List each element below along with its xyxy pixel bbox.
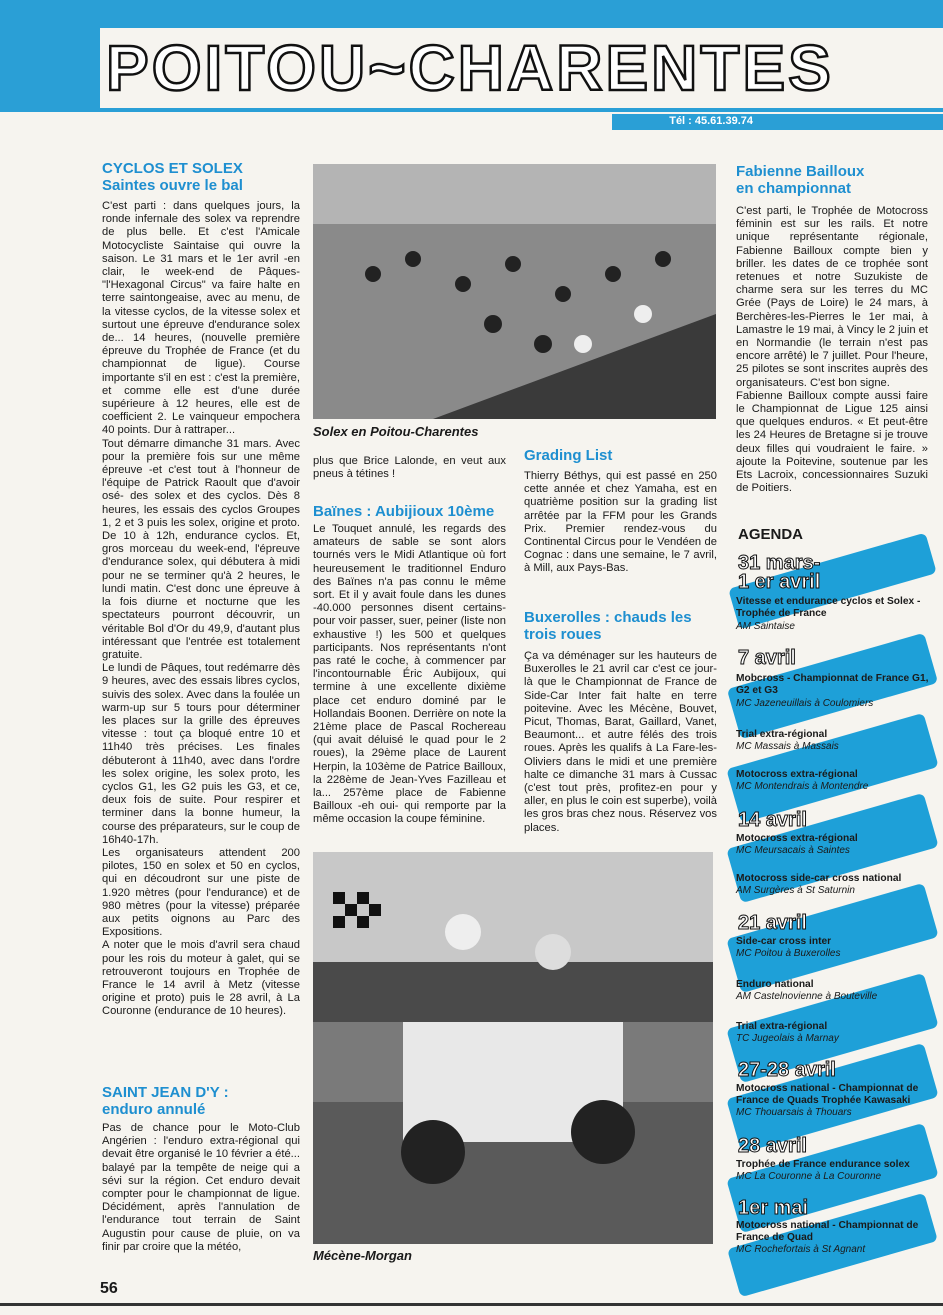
article-grading xyxy=(524,470,717,576)
agenda-event: Trial extra-régional xyxy=(736,1021,828,1032)
agenda-date: 1 er avril xyxy=(738,571,821,593)
agenda-location: MC Poitou à Buxerolles xyxy=(736,948,841,959)
phone-band xyxy=(612,114,943,130)
sidecar-illustration xyxy=(313,852,713,1244)
paragraph: C'est parti, le Trophée de Motocross féminin est sur les rails. Et notre unique représentante régionale, Fabienne Bailloux compte bien y briller. les dates de ce trophée sont retenues et notre Suzukiste de charme sera sur les terres du MC Grée (Pays de Loire) le 24 mars, à Berchères-les-Pierres le 1er mai, à Lamastre le 19 mai, à Vincy le 2 juin et en Normandie (le terrain n'est pas encore arrêté) le 7 juillet. Pour l'heure, 25 pilotes se sont inscrites auprès des organisateurs. C'est bon signe. xyxy=(736,205,928,389)
agenda-date: 7 avril xyxy=(738,647,796,669)
paragraph: Le lundi de Pâques, tout redémarre dès 9 heures, avec des essais libres cyclos, suivis des solex. Avec dans la foulée un warm-up sur 5 tours pour déterminer les places sur la grille des épreuves vitesse : tout ça bloqué entre 10 et 11h40 très précises. Les finales débuteront à 11h40, avec dans l'ordre les solex origine, les solex proto, les cyclos G1, les G2 puis les G3, et ce, deux fois de suite. Pour respirer et terminer dans la bonne humeur, la course des préparateurs, sur le coup de 16h40-17h. xyxy=(102,662,300,846)
phone-number: Tél : 45.61.39.74 xyxy=(669,115,753,127)
agenda-location: MC La Couronne à La Couronne xyxy=(736,1171,882,1182)
heading-fabienne: Fabienne Bailloux en championnat xyxy=(736,163,865,197)
heading-cyclos: CYCLOS ET SOLEX Saintes ouvre le bal xyxy=(102,160,243,194)
agenda-location: MC Meursacais à Saintes xyxy=(736,845,850,856)
page-number: 56 xyxy=(100,1280,118,1297)
heading-grading: Grading List xyxy=(524,447,613,464)
article-buxerolles xyxy=(524,650,717,835)
agenda-title: AGENDA xyxy=(738,526,804,543)
article-cyclos xyxy=(102,200,300,1019)
paragraph: Fabienne Bailloux compte aussi faire le Championnat de Ligue 125 ainsi que quelques enduros. « Et peut-être les 24 Heures de Bretagne si je trouve deux filles qui voudraient le faire. » ajoute la Poitevine, soutenue par les Ets Lacroix, concessionnaires Suzuki de Poitiers. xyxy=(736,389,928,495)
agenda-event: Mobcross - Championnat de France G1, G2 et G3 xyxy=(736,673,929,696)
paragraph: Le Touquet annulé, les regards des amateurs de sable se sont alors tournés vers le Midi Atlantique où fort heureusement le traditionnel Enduro des Baïnes n'a pas connu le même sort. Et il y avait foule dans les dunes -40.000 personnes disent certains- pour voir passer, suer, peiner (liste non exhaustive !) les 500 et quelques participants. Nos représentants n'ont pas raté le coche, à commencer par l'incontournable Éric Aubijoux, qui termine à une excellente dixième place cet enduro dominé par le Hollandais Boonen. Derrière on note la 21ème place de Pascal Rochereau (qui avait déluisé le quad pour le 2 roues), la 29ème place de Laurent Herpin, la 103ème de Patrice Bailloux, la 228ème de Jean-Yves Fazilleau et la... 257ème place de Fabienne Bailloux -eh oui- qui remporte par la même occasion la coupe féminine. xyxy=(313,523,506,826)
agenda-event: Trophée de France endurance solex xyxy=(736,1159,910,1170)
heading-buxerolles: Buxerolles : chauds les trois roues xyxy=(524,609,692,643)
agenda-date: 27-28 avril xyxy=(738,1059,836,1081)
agenda-location: MC Jazeneuillais à Coulomiers xyxy=(736,698,874,709)
agenda-event: Motocross side-car cross national xyxy=(736,873,902,884)
agenda-event: Enduro national xyxy=(736,979,814,990)
paragraph: Tout démarre dimanche 31 mars. Avec pour la première fois sur une même épreuve -et c'est tout à l'honneur de l'équipe de Patrick Raoult que d'avoir osé- des solex et des cyclos. Dès 8 heures, les essais des cyclos Groupes 1, 2 et 3 puis les solex, origine et proto. De 10 à 12h, endurance cyclos. Et, gros morceau du week-end, l'épreuve d'endurance solex, qui débutera à midi pour ne se terminer qu'à 2 heures, le lundi matin. C'est donc une épreuve à la fois diurne et nocturne que les spectateurs pourront découvrir, un véritable Bol d'Or du 49,9, d'autant plus intéressant que l'entrée est totalement gratuite. xyxy=(102,437,300,661)
crowd-illustration xyxy=(313,164,716,419)
footer-rule xyxy=(0,1303,943,1306)
paragraph: A noter que le mois d'avril sera chaud pour les rois du moteur à galet, qui se retrouveront toujours en Trophée de France le 14 avril à Metz (vitesse origine et proto) puis le 28 avril, à La Couronne (endurance de 10 heures). xyxy=(102,939,300,1018)
paragraph: Thierry Béthys, qui est passé en 250 cette année et chez Yamaha, est en quatrième position sur la grading list arrêtée par la FFM pour les Grands Prix. Premier rendez-vous du Continental Circus pour le Vendéen de Cognac : dans une semaine, le 7 avril, à Mill, aux Pays-Bas. xyxy=(524,470,717,575)
agenda-event: Trial extra-régional xyxy=(736,729,828,740)
article-fabienne xyxy=(736,205,928,495)
agenda-location: MC Thouarsais à Thouars xyxy=(736,1107,852,1118)
paragraph: C'est parti : dans quelques jours, la ronde infernale des solex va reprendre de plus belle. Et c'est l'Amicale Motocycliste Saintaise qui ouvre la saison. Le 31 mars et le 1er avril -en clair, le week-end de Pâques- "l'Hexagonal Circus" va faire halte en terre saintongeaise, avec au menu, de la vitesse cyclos, de la vitesse solex et surtout une épreuve d'endurance solex de... 14 heures, (nouvelle première épreuve du Trophée de France (et du championnat de ligue). Course importante s'il en est : c'est la première, et comme elle est d'une durée supérieure à 12 heures, elle est de coefficient 2. Le vainqueur empochera 40 points. Dur à rattraper... xyxy=(102,200,300,437)
agenda-event: Motocross national - Championnat de France de Quad xyxy=(736,1220,919,1243)
solex-race-photo xyxy=(313,164,716,419)
article-saint-jean xyxy=(102,1122,300,1254)
agenda-date: 28 avril xyxy=(738,1135,807,1157)
heading-baines: Baïnes : Aubijioux 10ème xyxy=(313,503,495,520)
agenda-date: 21 avril xyxy=(738,912,807,934)
agenda-location: AM Saintaise xyxy=(736,621,795,632)
agenda-location: MC Montendrais à Montendre xyxy=(736,781,869,792)
article-baines xyxy=(313,523,506,827)
paragraph: Ça va déménager sur les hauteurs de Buxerolles le 21 avril car c'est ce jour-là que le Championnat de France de Side-Car Inter fait halte en terre poitevine. Avec les Mécène, Bouvet, Picut, Thomas, Barat, Gaillard, Vanet, Beaumont... et autre félés des trois roues. Après les qualifs à La Fare-les-Oliviers dans le midi et une première halte ce dimanche 31 mars à Cussac (c'est tout près, profitez-en pour y aller, en plus le coin est superbe), voilà les gros bras chez nous. Réservez vos places. xyxy=(524,650,717,834)
photo1-caption: Solex en Poitou-Charentes xyxy=(313,424,479,439)
agenda-location: MC Rochefortais à St Agnant xyxy=(736,1244,866,1255)
agenda-event: Side-car cross inter xyxy=(736,936,832,947)
photo2-caption: Mécène-Morgan xyxy=(313,1248,412,1263)
paragraph: Les organisateurs attendent 200 pilotes, 150 en solex et 50 en cyclos, qui en découdront sur une piste de 1.920 mètres (pour l'endurance) et de 980 mètres (pour la vitesse) préparée aux petits oignons au Parc des Expositions. xyxy=(102,846,300,939)
agenda-event: Motocross national - Championnat de France de Quads Trophée Kawasaki xyxy=(736,1083,919,1106)
page-title: POITOU~CHARENTES xyxy=(106,32,834,104)
agenda-date: 31 mars- xyxy=(738,552,821,574)
agenda-location: AM Castelnovienne à Bouteville xyxy=(736,991,878,1002)
agenda-event: Vitesse et endurance cyclos et Solex - Trophée de France xyxy=(736,596,921,619)
agenda-date: 14 avril xyxy=(738,809,807,831)
paragraph: Pas de chance pour le Moto-Club Angérien : l'enduro extra-régional qui devait être organisé le 10 février a été... balayé par la tempête de neige qui a sévi sur la région. Cet enduro devait compter pour le championnat de ligue. Décidément, après l'annulation de l'endurance tout terrain de Saint Augustin pour cause de pluie, on va finir par croire que la météo, xyxy=(102,1122,300,1253)
heading-saint-jean: SAINT JEAN D'Y : enduro annulé xyxy=(102,1084,229,1118)
agenda-date: 1er mai xyxy=(738,1197,809,1219)
article-tail xyxy=(313,455,506,481)
sidecar-photo xyxy=(313,852,713,1244)
paragraph: plus que Brice Lalonde, en veut aux pneus à tétines ! xyxy=(313,455,506,481)
agenda-location: TC Jugeolais à Marnay xyxy=(736,1033,839,1044)
agenda-location: AM Surgères à St Saturnin xyxy=(736,885,855,896)
agenda-event: Motocross extra-régional xyxy=(736,833,858,844)
agenda-event: Motocross extra-régional xyxy=(736,769,858,780)
agenda-location: MC Massais à Massais xyxy=(736,741,839,752)
